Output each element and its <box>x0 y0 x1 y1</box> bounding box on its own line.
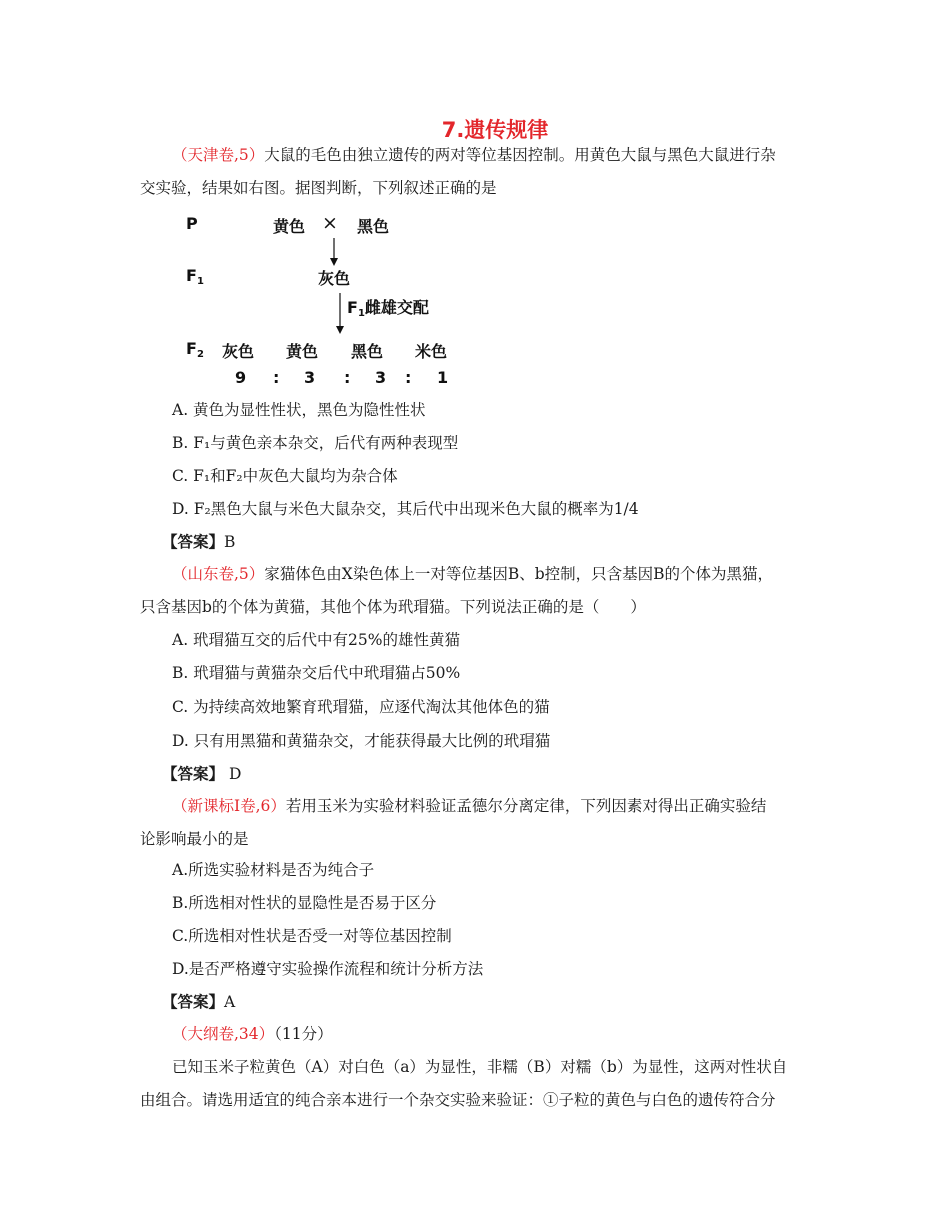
diagram-f2-label: $F_2$ <box>186 339 204 360</box>
ratio-1: 1 <box>437 368 449 387</box>
q1-answer: 【答案】B <box>162 533 236 551</box>
diagram-f1-label: $F_1$ <box>186 266 204 287</box>
diagram-f2-gray: 灰色 <box>222 342 255 361</box>
ratio-colon-1: : <box>273 368 280 387</box>
diagram-cross-note: $F_1$雌雄交配 <box>347 298 429 319</box>
diagram-f2-cream: 米色 <box>415 342 448 361</box>
q3-option-b: B.所选相对性状的显隐性是否易于区分 <box>172 894 437 912</box>
q3-option-c: C.所选相对性状是否受一对等位基因控制 <box>172 927 452 945</box>
q4-source: （大纲卷,34） <box>172 1025 275 1043</box>
q4-line2: 由组合。请选用适宜的纯合亲本进行一个杂交实验来验证：①子粒的黄色与白色的遗传符合分 <box>140 1091 776 1109</box>
q3-text-1: 若用玉米为实验材料验证孟德尔分离定律，下列因素对得出正确实验结 <box>285 797 767 815</box>
q2-text-1: 家猫体色由X染色体上一对等位基因B、b控制，只含基因B的个体为黑猫， <box>264 565 774 583</box>
q4-header <box>172 1018 333 1051</box>
diagram-f2-black: 黑色 <box>351 342 384 361</box>
diagram-p-right: 黑色 <box>357 217 390 236</box>
q1-option-b: B. F₁与黄色亲本杂交，后代有两种表现型 <box>172 434 459 452</box>
diagram-p-left: 黄色 <box>273 217 306 236</box>
q3-line2: 论影响最小的是 <box>140 830 249 848</box>
q3-answer: 【答案】A <box>162 993 236 1011</box>
q4-line1: 已知玉米子粒黄色（A）对白色（a）为显性，非糯（B）对糯（b）为显性，这两对性状自 <box>172 1058 788 1076</box>
diagram-f1-value: 灰色 <box>318 269 351 288</box>
q2-option-a: A. 玳瑁猫互交的后代中有25%的雄性黄猫 <box>172 631 460 649</box>
ratio-9: 9 <box>235 368 247 387</box>
q1-option-a: A. 黄色为显性性状，黑色为隐性性状 <box>172 401 426 419</box>
ratio-3b: 3 <box>375 368 387 387</box>
q3-option-d: D.是否严格遵守实验操作流程和统计分析方法 <box>172 960 484 978</box>
ratio-colon-2: : <box>344 368 351 387</box>
q2-option-c: C. 为持续高效地繁育玳瑁猫，应逐代淘汰其他体色的猫 <box>172 698 550 716</box>
q1-line1 <box>172 139 776 172</box>
q2-option-b: B. 玳瑁猫与黄猫杂交后代中玳瑁猫占50% <box>172 664 461 682</box>
ratio-colon-3: : <box>405 368 412 387</box>
q1-option-c: C. F₁和F₂中灰色大鼠均为杂合体 <box>172 467 398 485</box>
q2-line1 <box>172 558 773 591</box>
q2-source: （山东卷,5） <box>172 565 265 583</box>
q2-option-d: D. 只有用黑猫和黄猫杂交，才能获得最大比例的玳瑁猫 <box>172 732 551 750</box>
q3-option-a: A.所选实验材料是否为纯合子 <box>172 861 375 879</box>
q3-line1 <box>172 790 766 823</box>
diagram-cross-symbol: × <box>322 212 338 234</box>
q1-line2: 交实验，结果如右图。据图判断，下列叙述正确的是 <box>140 179 497 197</box>
q4-score: （11分） <box>274 1025 333 1043</box>
q1-text-1: 大鼠的毛色由独立遗传的两对等位基因控制。用黄色大鼠与黑色大鼠进行杂 <box>264 146 776 164</box>
q1-source: （天津卷,5） <box>172 146 265 164</box>
q2-line2: 只含基因b的个体为黄猫，其他个体为玳瑁猫。下列说法正确的是（ ） <box>140 598 646 616</box>
diagram-p-label: P <box>186 214 198 233</box>
q1-option-d: D. F₂黑色大鼠与米色大鼠杂交，其后代中出现米色大鼠的概率为1/4 <box>172 500 639 518</box>
q2-answer: 【答案】 D <box>162 765 242 783</box>
page-title: 7.遗传规律 <box>441 118 549 142</box>
q3-source: （新课标Ⅰ卷,6） <box>172 797 286 815</box>
diagram-f2-yellow: 黄色 <box>286 342 319 361</box>
ratio-3a: 3 <box>304 368 316 387</box>
